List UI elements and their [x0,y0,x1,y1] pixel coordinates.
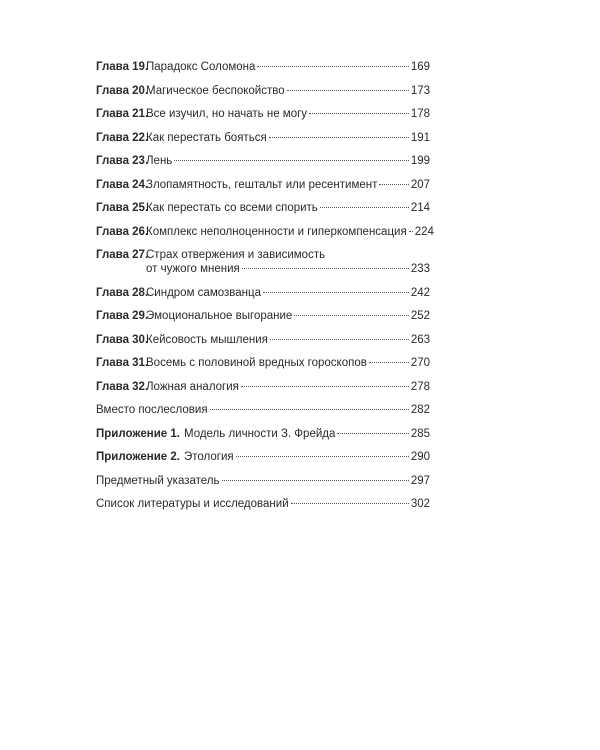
chapter-label: Глава 29. [96,310,149,322]
toc-entry-afterword [96,403,430,417]
leader-dots [337,433,408,434]
toc-entry-chapter-23 [96,154,430,168]
page-number: 169 [410,61,430,73]
chapter-title: Ложная аналогия [146,380,239,393]
page-number: 297 [410,474,430,487]
chapter-label: Глава 25. [96,202,149,214]
page-number: 290 [410,451,430,463]
toc-entry-subject-index [96,474,430,488]
page-number: 191 [410,131,430,144]
toc-entry-chapter-30 [96,333,430,347]
toc-entry-chapter-26 [96,225,434,239]
chapter-title: Как перестать со всеми спорить [146,202,318,214]
chapter-title: Лень [146,155,173,167]
leader-dots [379,184,408,185]
page-number: 233 [410,263,430,275]
page-number: 263 [410,333,430,346]
toc-entry-appendix-2 [96,450,430,464]
toc-entry-chapter-28 [96,286,430,300]
appendix-title: Этология [183,451,234,463]
chapter-title: Эмоциональное выгорание [146,310,293,322]
leader-dots [222,480,409,481]
page-number: 224 [414,225,434,238]
page-number: 178 [410,108,430,120]
chapter-title: Как перестать бояться [146,131,267,144]
toc-entry-chapter-20 [96,84,430,98]
chapter-label: Глава 21. [96,108,149,120]
leader-dots [241,386,409,387]
toc-entry-chapter-27 [96,248,430,276]
chapter-label: Глава 31. [96,357,149,369]
leader-dots [174,160,409,161]
leader-dots [242,268,409,269]
chapter-label: Глава 32. [96,380,149,393]
toc-entry-chapter-25 [96,201,430,215]
chapter-title: Синдром самозванца [146,286,261,299]
chapter-title: Страх отвержения и зависимость [146,249,326,261]
leader-dots [236,456,409,457]
appendix-label: Приложение 2. [96,451,180,463]
chapter-label: Глава 24. [96,178,149,191]
chapter-title-continued: от чужого мнения [146,263,240,275]
chapter-title: Злопамятность, гештальт или ресентимент [146,178,378,191]
toc-entry-chapter-29 [96,309,430,323]
chapter-title: Комплекс неполноценности и гиперкомпенсация [146,225,407,238]
chapter-title: Все изучил, но начать не могу [146,108,308,120]
chapter-label: Глава 28. [96,286,149,299]
toc-entry-bibliography [96,497,430,511]
leader-dots [263,292,409,293]
toc-entry-chapter-22 [96,131,430,145]
page-number: 199 [410,155,430,167]
toc-entry-chapter-21 [96,107,430,121]
leader-dots [269,137,409,138]
page-number: 278 [410,380,430,393]
table-of-contents [96,60,434,521]
page-number: 270 [410,357,430,369]
chapter-label: Глава 23. [96,155,149,167]
chapter-label: Глава 27. [96,249,149,261]
toc-entry-chapter-24 [96,178,430,192]
chapter-title: Парадокс Соломона [146,61,256,73]
section-title: Предметный указатель [96,474,220,487]
chapter-label: Глава 26. [96,225,149,238]
appendix-title: Модель личности З. Фрейда [183,427,336,440]
section-title: Вместо послесловия [96,404,208,416]
chapter-label: Глава 19. [96,61,149,73]
page-number: 302 [410,498,430,510]
chapter-label: Глава 20. [96,84,149,97]
page-number: 207 [410,178,430,191]
chapter-title: Магическое беспокойство [146,84,285,97]
leader-dots [210,409,409,410]
leader-dots [309,113,409,114]
page-number: 242 [410,286,430,299]
page-number: 282 [410,404,430,416]
leader-dots [291,503,409,504]
page-number: 214 [410,202,430,214]
section-title: Список литературы и исследований [96,498,289,510]
toc-entry-chapter-32 [96,380,430,394]
toc-entry-appendix-1 [96,427,430,441]
leader-dots [257,66,408,67]
appendix-label: Приложение 1. [96,427,180,440]
leader-dots [369,362,409,363]
leader-dots [320,207,409,208]
chapter-label: Глава 30. [96,333,149,346]
leader-dots [270,339,409,340]
leader-dots [409,231,413,232]
page-number: 252 [410,310,430,322]
toc-entry-chapter-19 [96,60,430,74]
chapter-title: Восемь с половиной вредных гороскопов [146,357,367,369]
leader-dots [287,90,409,91]
page-number: 173 [410,84,430,97]
chapter-label: Глава 22. [96,131,149,144]
chapter-title: Кейсовость мышления [146,333,268,346]
page-number: 285 [410,427,430,440]
leader-dots [294,315,409,316]
toc-entry-chapter-31 [96,356,430,370]
